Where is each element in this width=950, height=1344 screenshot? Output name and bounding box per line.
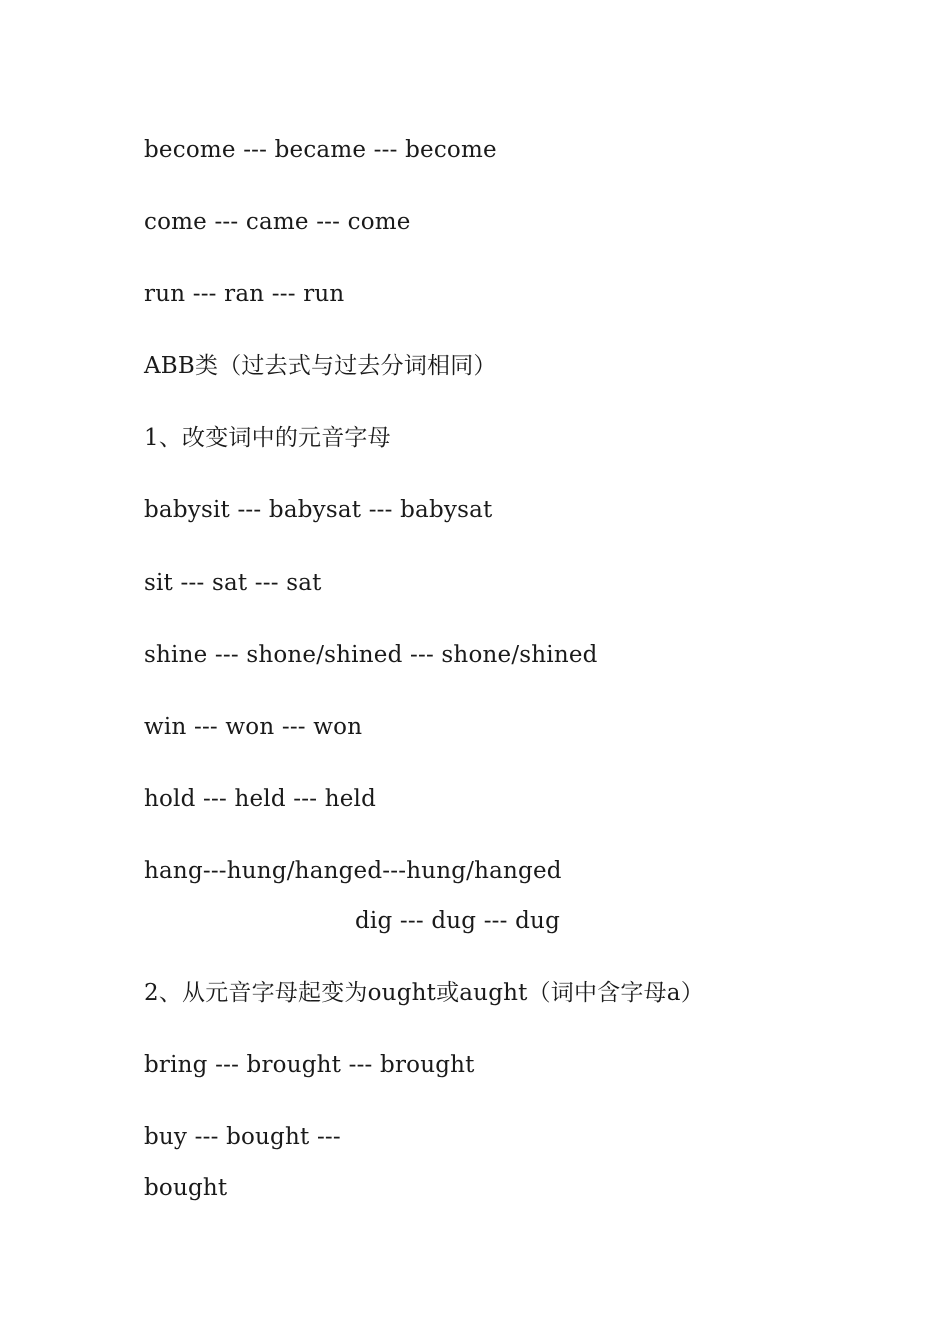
verb-line-win: win --- won --- won: [144, 714, 363, 740]
verb-line-buy-continued: bought: [144, 1175, 228, 1201]
verb-line-become: become --- became --- become: [144, 137, 497, 163]
verb-line-shine: shine --- shone/shined --- shone/shined: [144, 642, 598, 668]
verb-line-hang: hang---hung/hanged---hung/hanged: [144, 858, 562, 884]
subsection-heading-1: 1、改变词中的元音字母: [144, 425, 391, 451]
verb-line-hold: hold --- held --- held: [144, 786, 377, 812]
verb-line-babysit: babysit --- babysat --- babysat: [144, 497, 493, 523]
verb-line-sit: sit --- sat --- sat: [144, 570, 322, 596]
verb-line-come: come --- came --- come: [144, 209, 411, 235]
verb-line-bring: bring --- brought --- brought: [144, 1052, 475, 1078]
verb-line-run: run --- ran --- run: [144, 281, 345, 307]
section-heading-abb: ABB类（过去式与过去分词相同）: [144, 353, 497, 379]
verb-line-dig: dig --- dug --- dug: [355, 908, 560, 934]
verb-line-buy: buy --- bought ---: [144, 1124, 341, 1150]
subsection-heading-2: 2、从元音字母起变为ought或aught（词中含字母a）: [144, 980, 704, 1006]
